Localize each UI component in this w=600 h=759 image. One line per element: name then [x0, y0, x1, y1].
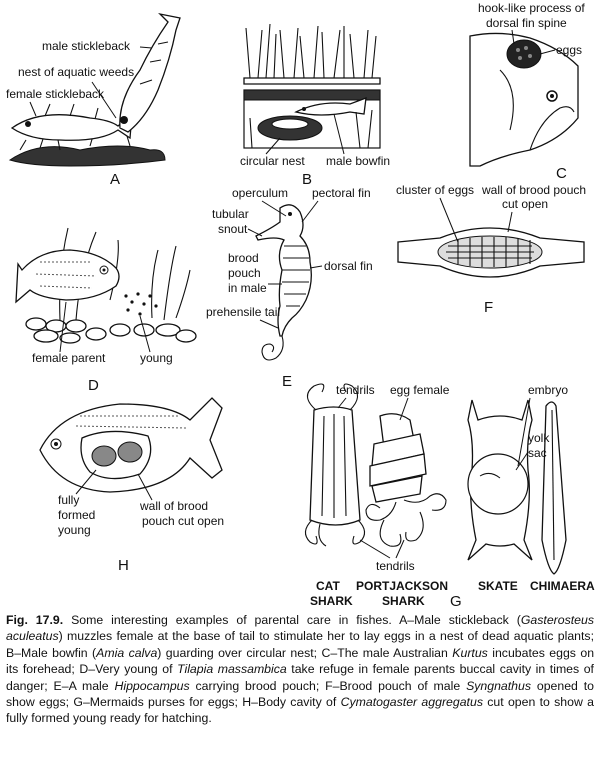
caption-species-gasterosteus: Gasterosteus aculeatus — [6, 613, 594, 644]
cat-shark-egg-case — [305, 384, 364, 546]
caption-text-5: take refuge in female parents buccal cavity in times of danger; E–A male — [6, 662, 594, 693]
label-in-male: in male — [228, 281, 267, 295]
panel-letter-c: C — [556, 165, 567, 182]
label-nest-of-aquatic-weeds: nest of aquatic weeds — [18, 65, 135, 79]
female-stickleback-drawing — [12, 104, 132, 140]
label-wall-of-brood-pouch: wall of brood pouch — [482, 183, 587, 197]
label-yolk: yolk — [528, 431, 550, 445]
cymatogaster-drawing — [40, 398, 222, 492]
panel-letter-g: G — [450, 593, 462, 610]
grass-drawing — [244, 24, 380, 84]
kurtus-eggs-drawing — [507, 40, 541, 68]
caption-text-7: opened to show eggs; G–Mermaids purses for eggs; H–Body cavity of — [6, 678, 594, 710]
caption-species-amia: Amia calva — [96, 645, 158, 660]
label-circular-nest: circular nest — [240, 154, 305, 168]
panel-d — [16, 228, 196, 394]
label-pectoral-fin: pectoral fin — [312, 186, 371, 200]
caption-text-8: cut open to show a fully formed young ready for hatching. — [6, 695, 594, 726]
species-shark-1: SHARK — [310, 594, 353, 608]
label-dorsal-fin-spine: dorsal fin spine — [486, 16, 567, 30]
label-male-bowfin: male bowfin — [326, 154, 391, 168]
label-female-stickleback: female stickleback — [6, 87, 105, 101]
caption-species-syngnathus: Syngnathus — [466, 678, 532, 693]
caption-text-1: Some interesting examples of parental care in fishes. A–Male stickleback ( — [63, 613, 521, 627]
female-tilapia-drawing — [16, 250, 119, 302]
label-sac: sac — [528, 446, 547, 460]
label-pouch: pouch — [228, 266, 261, 280]
weed-nest-drawing — [10, 146, 165, 166]
caption-species-tilapia: Tilapia massambica — [177, 662, 287, 677]
label-eggs: eggs — [556, 43, 583, 57]
label-cluster-of-eggs: cluster of eggs — [396, 183, 475, 197]
brood-pouch-drawing — [398, 228, 584, 277]
panel-g — [305, 383, 595, 610]
skate-egg-case — [468, 400, 532, 560]
label-embryo: embryo — [528, 383, 569, 397]
label-snout: snout — [218, 222, 248, 236]
figure-number: Fig. 17.9. — [6, 613, 64, 627]
panel-h — [40, 398, 224, 574]
label-dorsal-fin: dorsal fin — [324, 259, 373, 273]
label-male-stickleback: male stickleback — [42, 39, 131, 53]
label-wall-of-brood-h: wall of brood — [140, 499, 209, 513]
species-skate: SKATE — [478, 579, 518, 593]
chimaera-egg-case — [542, 402, 566, 574]
label-operculum: operculum — [232, 186, 289, 200]
species-chimaera: CHIMAERA — [530, 579, 595, 593]
panel-letter-b: B — [302, 171, 313, 188]
panel-e — [206, 186, 373, 390]
caption-species-kurtus: Kurtus — [452, 645, 488, 660]
species-shark-2: SHARK — [382, 594, 425, 608]
panel-a — [6, 14, 180, 188]
label-young-h: young — [58, 523, 91, 537]
label-pouch-cut-open: pouch cut open — [142, 514, 225, 528]
caption-species-hippocampus: Hippocampus — [114, 678, 190, 693]
caption-text-4: incubates eggs on its forehead; D–Very young of — [6, 645, 595, 677]
label-tendrils-top: tendrils — [336, 383, 375, 397]
label-tendrils-bottom: tendrils — [376, 559, 415, 573]
panel-letter-e: E — [282, 373, 293, 390]
species-portjackson: PORTJACKSON — [356, 579, 449, 593]
label-formed: formed — [58, 508, 96, 522]
caption-text-6: carrying brood pouch; F–Brood pouch of male — [189, 678, 467, 693]
panel-letter-d: D — [88, 377, 99, 394]
label-prehensile-tail: prehensile tail — [206, 305, 281, 319]
label-fully: fully — [58, 493, 80, 507]
panel-letter-a: A — [110, 171, 121, 188]
label-egg-female: egg female — [390, 383, 450, 397]
caption-text-3: ) guarding over circular nest; C–The male Australian — [157, 645, 453, 660]
panel-c — [470, 1, 585, 182]
label-cut-open-f: cut open — [502, 197, 549, 211]
label-brood: brood — [228, 251, 259, 265]
pebbles-drawing — [26, 318, 196, 343]
caption-species-cymatogaster: Cymatogaster aggregatus — [340, 695, 483, 710]
panel-letter-h: H — [118, 557, 129, 574]
label-young: young — [140, 351, 173, 365]
caption-text-2: ) muzzles female at the base of tail to stimulate her to lay eggs in a nest of dead aquatic plants; B–Male bowfin ( — [6, 629, 594, 660]
label-tubular: tubular — [212, 207, 249, 221]
portjackson-egg-case — [366, 414, 446, 547]
label-hook-like-process: hook-like process of — [478, 1, 585, 15]
figure-caption — [6, 612, 594, 727]
young-fry-drawing — [124, 292, 157, 315]
panel-f — [396, 183, 586, 316]
label-female-parent: female parent — [32, 351, 106, 365]
panel-letter-f: F — [484, 299, 494, 316]
species-cat: CAT — [316, 579, 340, 593]
panel-b — [240, 24, 390, 188]
